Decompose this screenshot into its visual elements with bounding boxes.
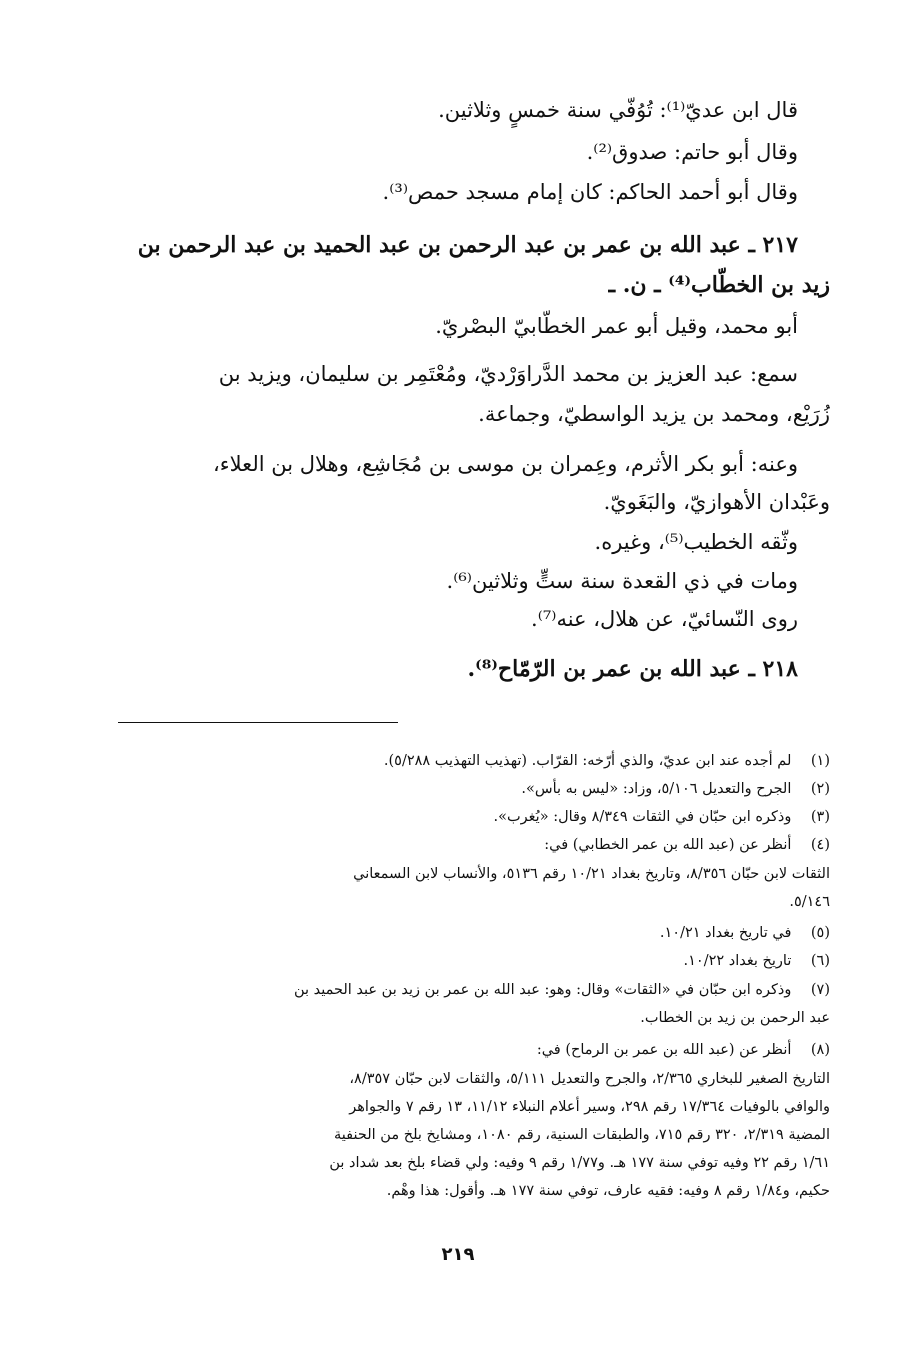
footnote-8-cont3: المضية ٢/٣١٩، ٣٢٠ رقم ٧١٥، والطبقات السنية، رقم ١٠٨٠، ومشايخ بلخ من الحنفية [334, 1127, 830, 1143]
page-number: ٢١٩ [441, 1244, 475, 1265]
footnote-8-cont5: حكيم، و١/٨٤ رقم ٨ وفيه: فقيه عارف، توفي سنة ١٧٧ هـ. وأقول: هذا وهْم. [386, 1183, 830, 1199]
entry-217-heading-cont: زيد بن الخطّاب⁽⁴⁾ ـ ن. ـ [608, 272, 830, 298]
text-line-narrated-by-cont: وعَبْدان الأهوازيّ، والبَغَويّ. [603, 490, 830, 514]
text-line-death: ومات في ذي القعدة سنة ستٍّ وثلاثين⁽⁶⁾. [446, 569, 798, 593]
footnote-8-cont2: والوافي بالوفيات ١٧/٣٦٤ رقم ٢٩٨، وسير أعلام النبلاء ١١/١٢، ١٣ رقم ٧ والجواهر [349, 1099, 830, 1115]
footnote-8-cont4: ١/٦١ رقم ٢٢ وفيه توفي سنة ١٧٧ هـ. و١/٧٧ رقم ٩ وفيه: ولي قضاء بلخ بعد شداد بن [329, 1155, 830, 1171]
footnote-7-cont: عبد الرحمن بن زيد بن الخطاب. [640, 1010, 830, 1026]
footnote-7: (٧) وذكره ابن حبّان في «الثقات» وقال: وهو: عبد الله بن عمر بن زيد بن عبد الحميد بن [293, 982, 830, 998]
footnote-8-cont: التاريخ الصغير للبخاري ٢/٣٦٥، والجرح والتعديل ٥/١١١، والثقات لابن حبّان ٨/٣٥٧، [349, 1071, 830, 1087]
text-line-heard-from: سمع: عبد العزيز بن محمد الدَّراوَرْديّ، ومُعْتَمِر بن سليمان، ويزيد بن [218, 362, 798, 386]
text-line-kunya: أبو محمد، وقيل أبو عمر الخطّابيّ البصْريّ. [435, 314, 798, 338]
text-line-ibn-adi: قال ابن عديّ⁽¹⁾: تُوُفّي سنة خمسٍ وثلاثين. [438, 98, 798, 122]
footnote-4-cont: الثقات لابن حبّان ٨/٣٥٦، وتاريخ بغداد ١٠/٢١ رقم ٥١٣٦، والأنساب لابن السمعاني [353, 866, 830, 882]
footnote-separator [118, 722, 398, 723]
text-line-abu-hatim: وقال أبو حاتم: صدوق⁽²⁾. [586, 140, 798, 164]
footnote-6: (٦) تاريخ بغداد ١٠/٢٢. [683, 953, 830, 969]
footnote-2: (٢) الجرح والتعديل ٥/١٠٦، وزاد: «ليس به بأس». [521, 781, 830, 797]
text-line-al-hakim: وقال أبو أحمد الحاكم: كان إمام مسجد حمص⁽³⁾. [382, 180, 798, 204]
text-line-nasai: روى النّسائيّ، عن هلال، عنه⁽⁷⁾. [531, 607, 798, 631]
footnote-4: (٤) أنظر عن (عبد الله بن عمر الخطابي) في: [544, 837, 830, 853]
entry-218-heading: ٢١٨ ـ عبد الله بن عمر بن الرّمّاح⁽⁸⁾. [467, 656, 798, 682]
text-line-trusted: وثّقه الخطيب⁽⁵⁾، وغيره. [594, 530, 798, 554]
footnote-4-cont2: ٥/١٤٦. [789, 894, 830, 910]
footnote-8: (٨) أنظر عن (عبد الله بن عمر بن الرماح) في: [536, 1042, 830, 1058]
footnote-3: (٣) وذكره ابن حبّان في الثقات ٨/٣٤٩ وقال: «يُغرب». [493, 809, 830, 825]
text-line-heard-from-cont: زُرَيْع، ومحمد بن يزيد الواسطيّ، وجماعة. [478, 402, 830, 426]
entry-217-heading: ٢١٧ ـ عبد الله بن عمر بن عبد الرحمن بن عبد الحميد بن عبد الرحمن بن [137, 232, 798, 258]
footnote-1: (١) لم أجده عند ابن عديّ، والذي أرّخه: القرّاب. (تهذيب التهذيب ٥/٢٨٨). [383, 753, 830, 769]
text-line-narrated-by: وعنه: أبو بكر الأثرم، وعِمران بن موسى بن مُجَاشِع، وهلال بن العلاء، [213, 452, 798, 476]
footnote-5: (٥) في تاريخ بغداد ١٠/٢١. [659, 925, 830, 941]
